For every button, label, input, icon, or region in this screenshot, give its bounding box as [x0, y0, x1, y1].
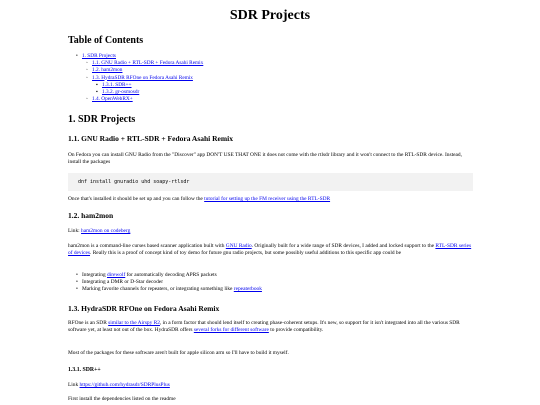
rtl-sdr-devices-link[interactable]: RTL-SDR series of devices — [68, 243, 472, 256]
toc-item — [92, 67, 487, 74]
gnu-radio-link[interactable]: GNU Radio — [225, 243, 252, 249]
toc-item — [92, 96, 487, 103]
toc-link-hydrasdr[interactable]: 1.3. HydraSDR RFOne on Fedora Asahi Remix — [92, 74, 193, 81]
toc-item — [102, 82, 487, 89]
toc-item — [102, 89, 487, 96]
table-of-contents — [68, 53, 487, 103]
repeaterbook-link[interactable]: repeaterbook — [233, 286, 262, 292]
section-heading-gnu-radio: 1.1. GNU Radio + RTL-SDR + Fedora Asahi Remix — [68, 134, 233, 143]
section-heading-sdr-projects: 1. SDR Projects — [68, 114, 136, 125]
airspy-r2-link[interactable]: similar to the Airspy R2 — [108, 320, 160, 326]
apple-silicon-paragraph: Most of the packages for these software aren't built for apple silicon arm so I'll have to build it myself. — [68, 350, 289, 356]
hydrasdr-forks-link[interactable]: several forks for different software — [193, 326, 269, 333]
page-title: SDR Projects — [229, 8, 311, 23]
toc-item — [92, 60, 487, 67]
gnu-radio-intro-paragraph: On Fedora you can install GNU Radio from the "Discover" app DON'T USE THAT ONE it does not come with the rtlsdr library and it won't connect to the RTL-SDR device. Instead, install the packages — [68, 152, 462, 165]
section-heading-hydrasdr: 1.3. HydraSDR RFOne on Fedora Asahi Remix — [68, 304, 220, 313]
toc-link-ham2mon[interactable]: 1.2. ham2mon — [92, 67, 123, 74]
sdrpp-link-line: Link https://github.com/hydrasdr/SDRPlusPlus — [68, 382, 170, 388]
ham2mon-link-line: Link: ham2mon on codeberg — [68, 228, 131, 234]
direwolf-link[interactable]: direwolf — [107, 272, 126, 278]
toc-link-openwebrx[interactable]: 1.4. OpenWebRX+ — [92, 96, 133, 103]
rfone-description-paragraph: RFOne is an SDR similar to the Airspy R2, in a form factor that should lend itself to creating phase-coherent setups. It's new, so support for it isn't integrated into all the various SDR software yet, at least not out of the box. HydraSDR offers several forks for different software to provide compatibility. — [68, 320, 460, 333]
sdrpp-github-link[interactable]: https://github.com/hydrasdr/SDRPlusPlus — [79, 382, 170, 388]
fm-tutorial-paragraph: Once that's installed it should be set up and you can follow the tutorial for setting up the FM receiver using the RTL-SDR — [68, 196, 331, 202]
list-item: • Integrating direwolf for automatically decoding APRS packets — [82, 272, 487, 279]
section-heading-sdrpp: 1.3.1. SDR++ — [68, 367, 101, 373]
toc-link-gr-osmosdr[interactable]: 1.3.2. gr-osmosdr — [102, 89, 140, 96]
ham2mon-codeberg-link[interactable]: ham2mon on codeberg — [81, 228, 131, 234]
toc-link-sdr-projects[interactable]: 1. SDR Projects — [82, 53, 116, 59]
ham2mon-additions-list — [68, 272, 487, 293]
list-item: • Integrating a DMR or D-Star decoder — [82, 279, 487, 286]
toc-link-gnu-radio[interactable]: 1.1. GNU Radio + RTL-SDR + Fedora Asahi Remix — [92, 60, 204, 67]
section-heading-ham2mon: 1.2. ham2mon — [68, 211, 114, 220]
install-command-block — [68, 173, 473, 191]
toc-heading: Table of Contents — [68, 35, 144, 46]
sdrpp-dependencies-paragraph: First install the dependencies listed on the readme — [68, 396, 176, 402]
toc-item — [82, 53, 487, 103]
list-item: • Marking favorite channels for repeaters, or integrating something like repeaterbook — [82, 286, 487, 293]
ham2mon-description-paragraph: ham2mon is a command-line curses based scanner application built with GNU Radio. Originally built for a wide range of SDR devices, I added and locked support to the RTL-SDR series of devices. Really this is a proof of concept kind of toy demo for future gnu radio projects, but some possibly useful additions to this specific app could be — [68, 243, 472, 256]
fm-tutorial-link[interactable]: tutorial for setting up the FM receiver using the RTL-SDR — [204, 196, 331, 202]
install-command: dnf install gnuradio uhd soapy-rtlsdr — [78, 179, 190, 185]
toc-link-sdrpp[interactable]: 1.3.1. SDR++ — [102, 81, 132, 88]
toc-item — [92, 75, 487, 97]
